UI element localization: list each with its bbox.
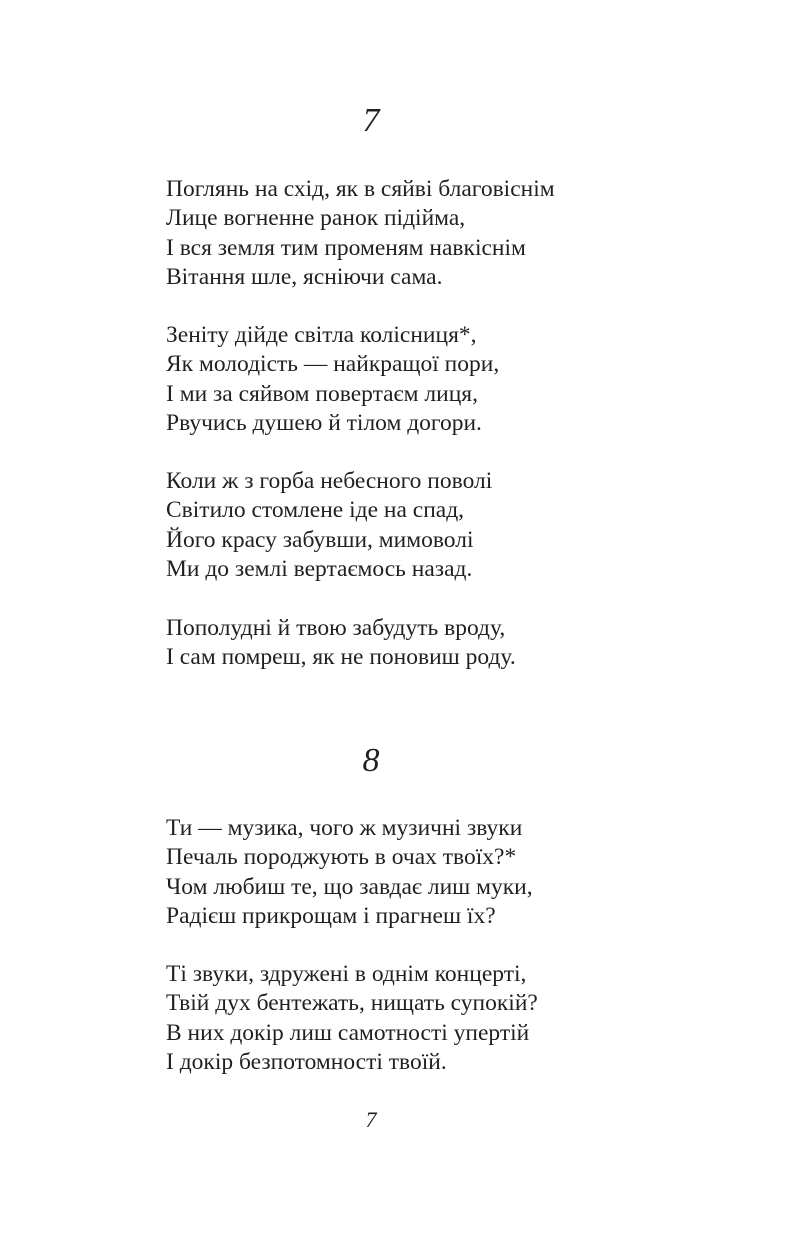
- verse-line: Вітання шле, ясніючи сама.: [166, 263, 443, 290]
- sonnet-8-stanza-2: [166, 960, 726, 1077]
- verse-line: Його красу забувши, мимоволі: [166, 526, 474, 553]
- verse-line: Ті звуки, здружені в однім концерті,: [166, 961, 527, 987]
- verse-line: Світило стомлене іде на спад,: [166, 497, 465, 524]
- sonnet-7-stanza-3: [166, 467, 726, 584]
- verse-line: Печаль породжують в очах твоїх?*: [166, 844, 517, 871]
- verse-line: І сам помреш, як не поновиш роду.: [166, 644, 516, 671]
- verse-line: Ти — музика, чого ж музичні звуки: [166, 815, 523, 841]
- sonnet-7-stanza-1: [166, 175, 726, 292]
- verse-line: В них докір лиш самотності упертій: [166, 1019, 530, 1046]
- verse-line: Поглянь на схід, як в сяйві благовіснім: [166, 176, 555, 202]
- sonnet-7-stanza-2: [166, 321, 726, 438]
- sonnet-8-number: 8: [362, 742, 380, 779]
- verse-line: І вся земля тим променям навкіснім: [166, 234, 526, 261]
- verse-line: Ми до землі вертаємось назад.: [166, 555, 473, 582]
- verse-line: Чом любиш те, що завдає лиш муки,: [166, 873, 533, 900]
- verse-line: Як молодість — найкращої пори,: [166, 351, 500, 378]
- verse-line: Зеніту дійде світла колісниця*,: [166, 322, 477, 348]
- verse-line: Твій дух бентежать, нищать супокій?: [166, 990, 538, 1017]
- verse-line: Пополудні й твою забудуть вроду,: [166, 615, 506, 641]
- page-number: 7: [365, 1107, 377, 1132]
- verse-line: Рвучись душею й тілом догори.: [166, 409, 482, 436]
- sonnet-7-number: 7: [362, 102, 380, 139]
- sonnet-7-couplet: [166, 614, 726, 673]
- verse-line: Лице вогненне ранок підійма,: [166, 205, 466, 232]
- verse-line: Коли ж з горба небесного поволі: [166, 468, 493, 494]
- sonnet-8-stanza-1: [166, 814, 726, 931]
- verse-line: І докір безпотомності твоїй.: [166, 1048, 447, 1075]
- verse-line: Радієш прикрощам і прагнеш їх?: [166, 902, 496, 929]
- verse-line: І ми за сяйвом повертаєм лиця,: [166, 380, 478, 407]
